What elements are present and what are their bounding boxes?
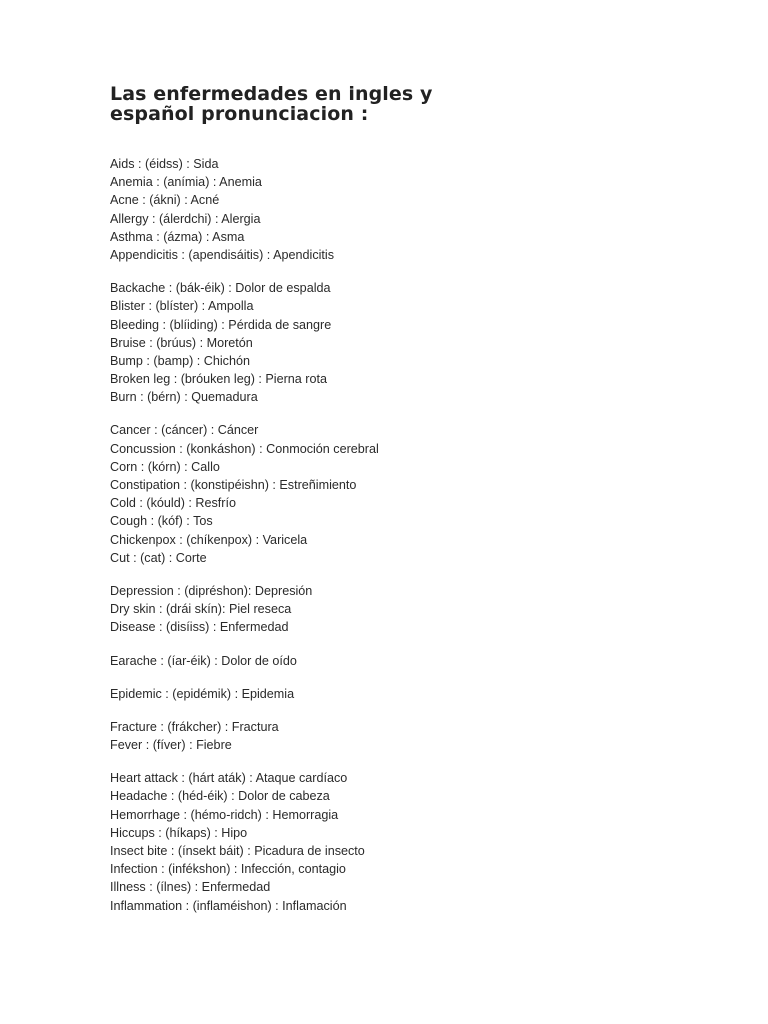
entry-dry-skin: Dry skin : (drái skín): Piel reseca [110,602,292,617]
entry-acne: Acne : (ákni) : Acné [110,193,220,208]
entry-broken-leg: Broken leg : (bróuken leg) : Pierna rota [110,372,328,387]
entry-cancer: Cancer : (cáncer) : Cáncer [110,423,259,438]
entry-concussion: Concussion : (konkáshon) : Conmoción cerebral [110,441,379,456]
entry-headache: Headache : (héd-éik) : Dolor de cabeza [110,789,330,804]
group-d [110,582,710,637]
group-a [110,155,710,264]
entry-hiccups: Hiccups : (híkaps) : Hipo [110,825,248,840]
title-line: español pronunciacion : [110,103,369,125]
group-f [110,718,710,754]
entry-infection: Infection : (infékshon) : Infección, contagio [110,862,346,877]
entry-depression: Depression : (dipréshon): Depresión [110,583,313,598]
entry-corn: Corn : (kórn) : Callo [110,459,220,474]
entry-illness: Illness : (ílnes) : Enfermedad [110,880,271,895]
entry-disease: Disease : (disíiss) : Enfermedad [110,620,289,635]
document-title [110,84,710,124]
entry-aids: Aids : (éidss) : Sida [110,157,219,171]
entry-anemia: Anemia : (anímia) : Anemia [110,175,262,190]
entry-earache: Earache : (íar-éik) : Dolor de oído [110,653,297,668]
group-earache [110,652,710,670]
entry-bleeding: Bleeding : (blíiding) : Pérdida de sangre [110,317,332,332]
entry-blister: Blister : (blíster) : Ampolla [110,299,254,314]
entry-hemorrhage: Hemorrhage : (hémo-ridch) : Hemorragia [110,807,339,822]
entry-heart-attack: Heart attack : (hárt aták) : Ataque cardíaco [110,771,348,786]
disease-list [110,155,710,915]
entry-backache: Backache : (bák-éik) : Dolor de espalda [110,281,331,296]
entry-chickenpox: Chickenpox : (chíkenpox) : Varicela [110,532,308,547]
entry-insect-bite: Insect bite : (ínsekt báit) : Picadura de insecto [110,844,365,858]
entry-inflammation: Inflammation : (inflaméishon) : Inflamación [110,898,347,913]
entry-appendicitis: Appendicitis : (apendisáitis) : Apendicitis [110,247,335,262]
entry-asthma: Asthma : (ázma) : Asma [110,229,245,244]
group-epidemic [110,685,710,703]
entry-cut: Cut : (cat) : Corte [110,550,207,565]
title-line: Las enfermedades en ingles y [110,83,433,105]
entry-epidemic: Epidemic : (epidémik) : Epidemia [110,686,295,701]
entry-bump: Bump : (bamp) : Chichón [110,353,250,368]
entry-allergy: Allergy : (álerdchi) : Alergia [110,211,261,226]
entry-cough: Cough : (kóf) : Tos [110,514,213,529]
entry-fracture: Fracture : (frákcher) : Fractura [110,719,279,734]
group-h-i [110,769,710,915]
entry-fever: Fever : (fíver) : Fiebre [110,738,232,753]
entry-bruise: Bruise : (brúus) : Moretón [110,335,253,350]
group-b [110,279,710,406]
entry-cold: Cold : (kóuld) : Resfrío [110,496,236,511]
entry-constipation: Constipation : (konstipéishn) : Estreñimiento [110,478,357,492]
group-c [110,421,710,567]
entry-burn: Burn : (bérn) : Quemadura [110,390,258,405]
document-page [110,84,710,930]
